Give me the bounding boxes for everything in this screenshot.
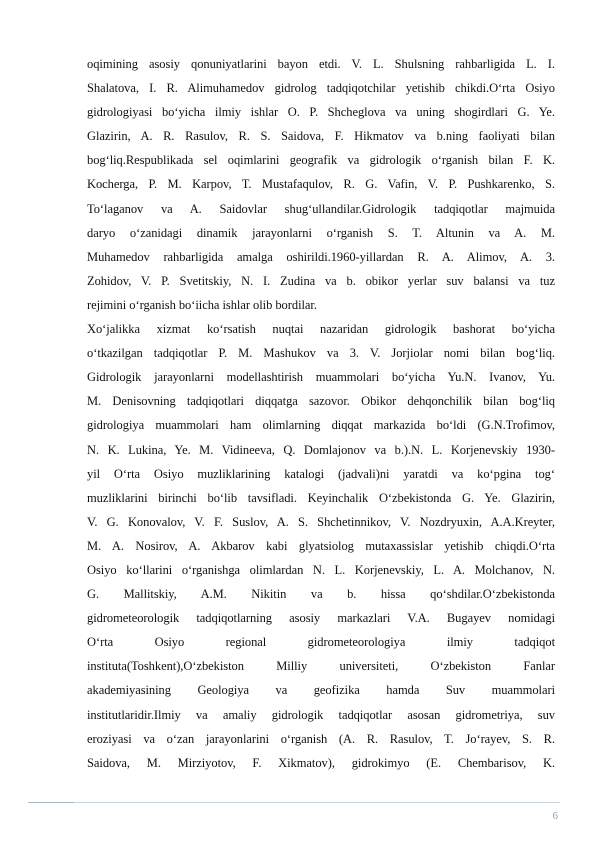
text-line: Saidova, M. Mirziyotov, F. Xikmatov), gidrokimyo (E. Chembarisov, K.	[87, 755, 555, 770]
text-line: To‘laganov va A. Saidovlar shug‘ullandilar.Gidrologik tadqiqotlar majmuida	[87, 201, 555, 216]
document-body	[87, 52, 555, 775]
text-line: bog‘liq.Respublikada sel oqimlarini geografik va gidrologik o‘rganish bilan F. K.	[87, 153, 555, 168]
text-line: G. Mallitskiy, A.M. Nikitin va b. hissa qo‘shdilar.O‘zbekistonda	[87, 587, 555, 602]
text-line: daryo o‘zanidagi dinamik jarayonlarni o‘rganish S. T. Altunin va A. M.	[87, 225, 555, 240]
text-line: oqimining asosiy qonuniyatlarini bayon etdi. V. L. Shulsning rahbarligida L. I.	[87, 57, 555, 71]
text-line: Kocherga, P. M. Karpov, T. Mustafaqulov, R. G. Vafin, V. P. Pushkarenko, S.	[87, 177, 555, 192]
text-line: Zohidov, V. P. Svetitskiy, N. I. Zudina va b. obikor yerlar suv balansi va tuz	[87, 273, 555, 288]
text-line: Glazirin, A. R. Rasulov, R. S. Saidova, F. Hikmatov va b.ning faoliyati bilan	[87, 129, 555, 144]
text-line: yil O‘rta Osiyo muzliklarining katalogi (jadvali)ni yaratdi va ko‘pgina tog‘	[87, 466, 555, 481]
text-line: Osiyo ko‘llarini o‘rganishga olimlardan N. L. Korjenevskiy, L. A. Molchanov, N.	[87, 562, 555, 577]
text-line: muzliklarini birinchi bo‘lib tavsifladi. Keyinchalik O‘zbekistonda G. Ye. Glazirin,	[87, 490, 555, 505]
text-line: gidrologiya muammolari ham olimlarning diqqat markazida bo‘ldi (G.N.Trofimov,	[87, 418, 555, 433]
text-line: akademiyasining Geologiya va geofizika hamda Suv muammolari	[87, 683, 555, 698]
text-line: institutlaridir.Ilmiy va amaliy gidrologik tadqiqotlar asosan gidrometriya, suv	[87, 707, 555, 722]
text-line: M. A. Nosirov, A. Akbarov kabi glyatsiolog mutaxassislar yetishib chiqdi.O‘rta	[87, 538, 555, 553]
text-line: N. K. Lukina, Ye. M. Vidineeva, Q. Domlajonov va b.).N. L. Korjenevskiy 1930-	[87, 442, 555, 457]
text-line: V. G. Konovalov, V. F. Suslov, A. S. Shchetinnikov, V. Nozdryuxin, A.A.Kreyter,	[87, 514, 555, 529]
text-line: instituta(Toshkent),O‘zbekiston Milliy universiteti, O‘zbekiston Fanlar	[87, 659, 555, 674]
page-number: 6	[552, 810, 558, 822]
text-line: O‘rta Osiyo regional gidrometeorologiya ilmiy tadqiqot	[87, 635, 555, 650]
text-line: M. Denisovning tadqiqotlari diqqatga sazovor. Obikor dehqonchilik bilan bog‘liq	[87, 394, 555, 409]
text-line: eroziyasi va o‘zan jarayonlarini o‘rganish (A. R. Rasulov, T. Jo‘rayev, S. R.	[87, 731, 555, 746]
footer-divider	[28, 802, 560, 803]
text-line: rejimini o‘rganish bo‘iicha ishlar olib bordilar.	[87, 297, 317, 312]
footer-divider-accent	[28, 802, 74, 803]
text-line: Xo‘jalikka xizmat ko‘rsatish nuqtai nazaridan gidrologik bashorat bo‘yicha	[87, 322, 555, 337]
text-line: Shalatova, I. R. Alimuhamedov gidrolog tadqiqotchilar yetishib chikdi.O‘rta Osiyo	[87, 81, 555, 96]
text-line: o‘tkazilgan tadqiqotlar P. M. Mashukov va 3. V. Jorjiolar nomi bilan bog‘liq.	[87, 346, 555, 361]
text-line: gidrologiyasi bo‘yicha ilmiy ishlar O. P. Shcheglova va uning shogirdlari G. Ye.	[87, 105, 555, 120]
text-line: gidrometeorologik tadqiqotlarning asosiy markazlari V.A. Bugayev nomidagi	[87, 611, 555, 626]
text-line: Gidrologik jarayonlarni modellashtirish muammolari bo‘yicha Yu.N. Ivanov, Yu.	[87, 370, 555, 385]
text-line: Muhamedov rahbarligida amalga oshirildi.1960-yillardan R. A. Alimov, A. 3.	[87, 249, 555, 264]
